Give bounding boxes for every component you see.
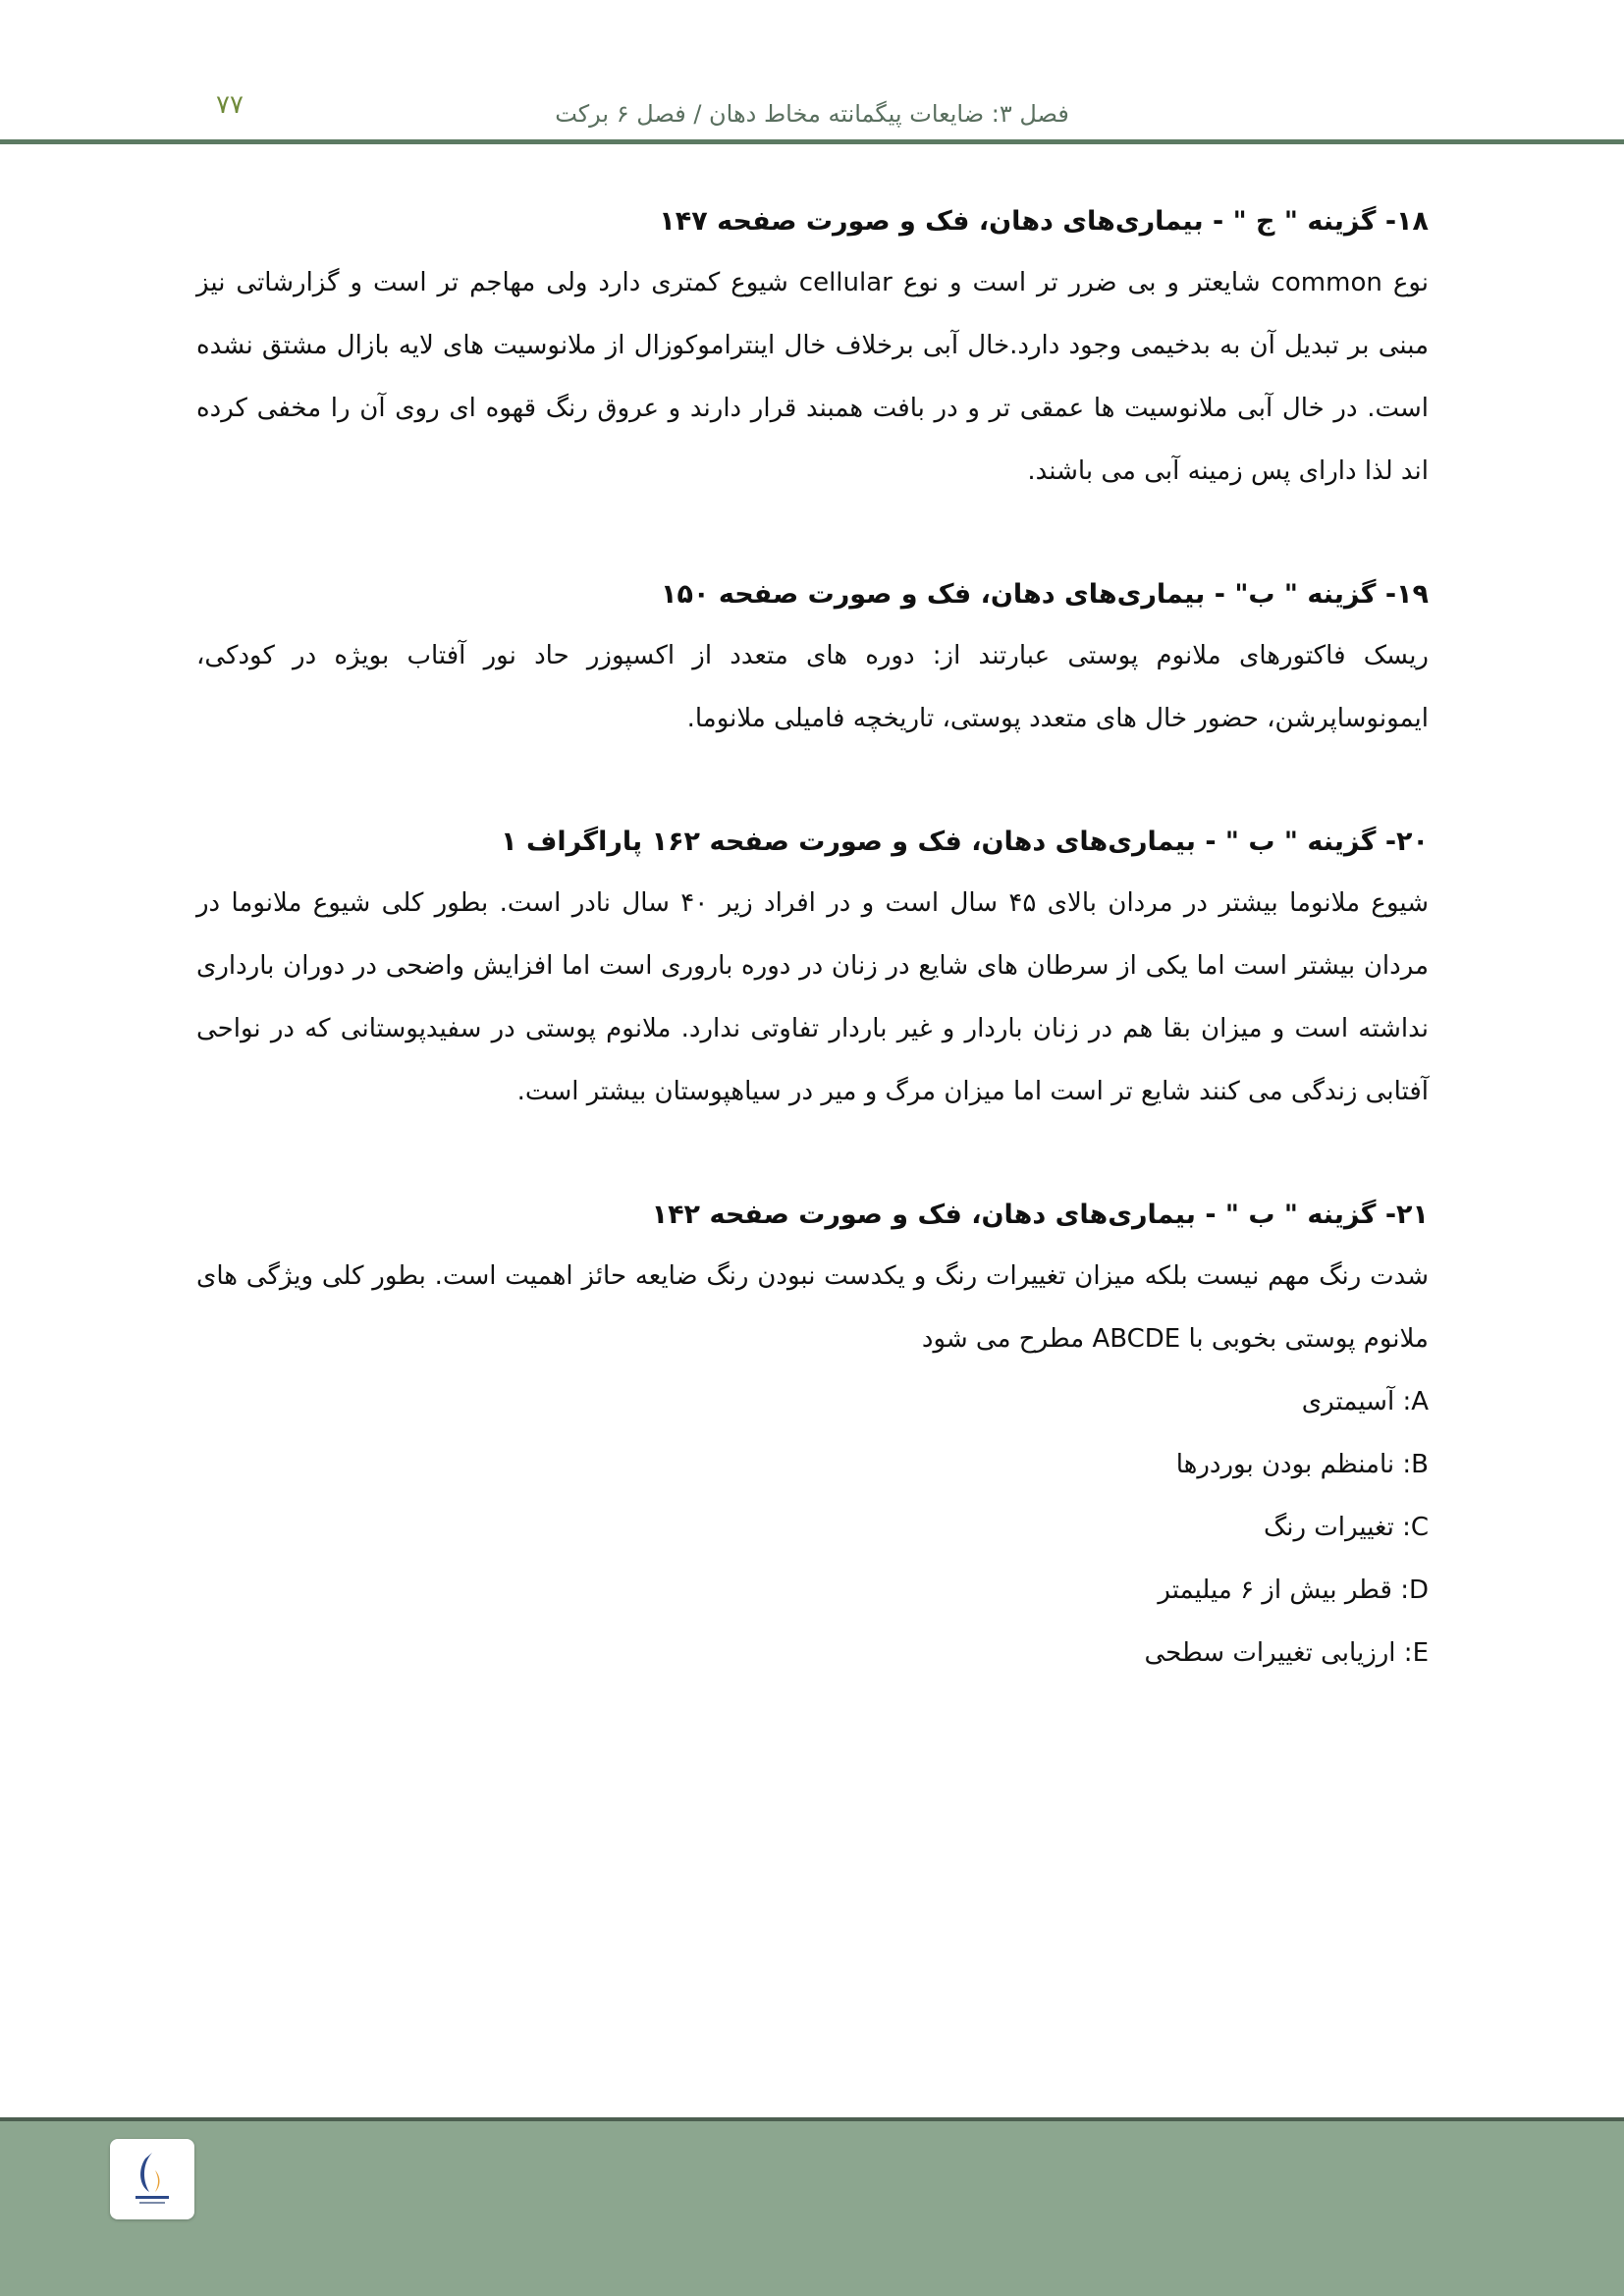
answer-section-18 xyxy=(196,192,1429,503)
section-heading: ۱۹- گزینه " ب" - بیماری‌های دهان، فک و صورت صفحه ۱۵۰ xyxy=(661,579,1429,610)
section-body: ریسک فاکتورهای ملانوم پوستی عبارتند از: دوره های متعدد از اکسپوزر حاد نور آفتاب بویژه در کودکی، ایمونوساپرشن، حضور خال های متعدد پوستی، تاریخچه فامیلی ملانوما. xyxy=(196,641,1429,733)
footer-band xyxy=(0,2121,1624,2296)
answer-section-19 xyxy=(196,565,1429,750)
abcde-item-c: C: تغییرات رنگ xyxy=(1263,1513,1429,1542)
section-body: شیوع ملانوما بیشتر در مردان بالای ۴۵ سال است و در افراد زیر ۴۰ سال نادر است. بطور کلی شیوع ملانوما در مردان بیشتر است اما یکی از سرطان های شایع در زنان در دوره باروری است اما افزایش واضحی در دوران بارداری نداشته است و میزان بقا هم در زنان باردار و غیر باردار تفاوتی ندارد. ملانوم پوستی در سفیدپوستانی که در نواحی آفتابی زندگی می کنند شایع تر است اما میزان مرگ و میر در سیاهپوستان بیشتر است. xyxy=(196,888,1430,1106)
answer-section-21 xyxy=(196,1186,1429,1684)
running-header: فصل ۳: ضایعات پیگمانته مخاط دهان / فصل ۶ برکت xyxy=(555,100,1069,128)
page-number: ۷۷ xyxy=(216,90,244,120)
section-heading: ۲۰- گزینه " ب " - بیماری‌های دهان، فک و صورت صفحه ۱۶۲ پاراگراف ۱ xyxy=(501,827,1429,857)
abcde-item-b: B: نامنظم بودن بوردرها xyxy=(1175,1450,1429,1479)
section-heading: ۱۸- گزینه " ج " - بیماری‌های دهان، فک و صورت صفحه ۱۴۷ xyxy=(659,206,1429,237)
section-heading: ۲۱- گزینه " ب " - بیماری‌های دهان، فک و صورت صفحه ۱۴۲ xyxy=(651,1200,1429,1230)
header-divider xyxy=(0,139,1624,144)
section-body: شدت رنگ مهم نیست بلکه میزان تغییرات رنگ و یکدست نبودن رنگ ضایعه حائز اهمیت است. بطور کلی ویژگی های ملانوم پوستی بخوبی با ABCDE مطرح می شود xyxy=(196,1261,1429,1354)
abcde-item-a: A: آسیمتری xyxy=(1301,1387,1429,1416)
section-body: نوع common شایعتر و بی ضرر تر است و نوع cellular شیوع کمتری دارد ولی مهاجم تر است و گزارشاتی نیز مبنی بر تبدیل آن به بدخیمی وجود دارد.خال آبی برخلاف خال اینترامو‌کوزال از ملانوسیت های لایه بازال مشتق نشده است. در خال آبی ملانوسیت ها عمقی تر و در بافت همبند قرار دارند و عروق رنگ قهوه ای روی آن را مخفی کرده اند لذا دارای پس زمینه آبی می باشند. xyxy=(196,268,1429,486)
abcde-item-d: D: قطر بیش از ۶ میلیمتر xyxy=(1158,1575,1429,1605)
answer-content xyxy=(196,192,1429,1747)
publisher-logo-icon xyxy=(110,2139,194,2219)
answer-section-20 xyxy=(196,813,1429,1123)
abcde-item-e: E: ارزیابی تغییرات سطحی xyxy=(1144,1638,1429,1668)
